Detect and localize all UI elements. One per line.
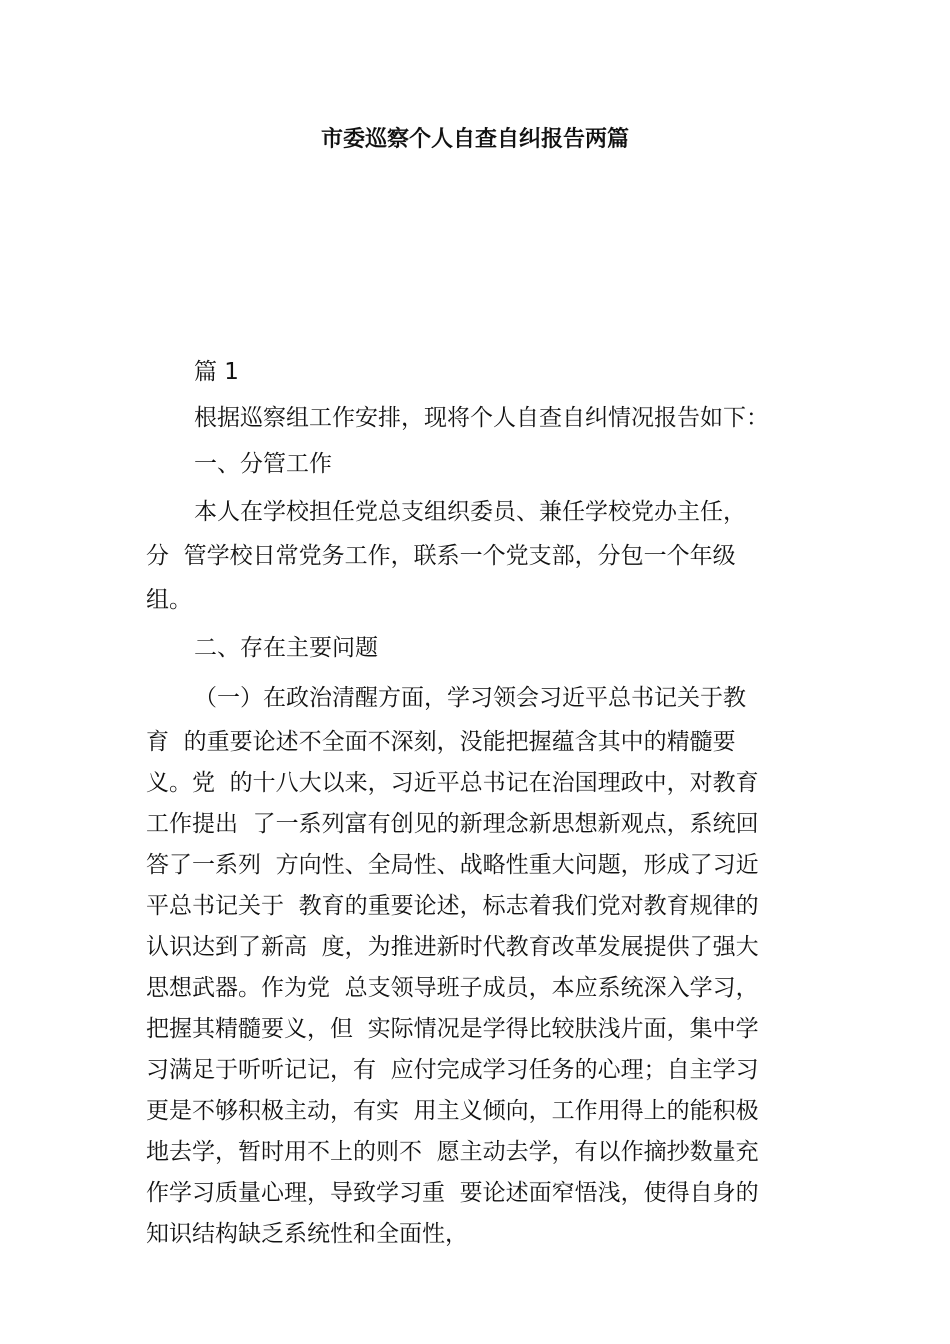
paragraph-line: 组。 bbox=[146, 587, 192, 613]
paragraph-line: 地去学，暂时用不上的则不 愿主动去学，有以作摘抄数量充 bbox=[146, 1139, 759, 1165]
paragraph-line: 义。党 的十八大以来，习近平总书记在治国理政中，对教育 bbox=[146, 770, 759, 796]
paragraph-line: 作学习质量心理，导致学习重 要论述面窄悟浅，使得自身的 bbox=[146, 1180, 759, 1206]
heading-1: 一、分管工作 bbox=[194, 451, 332, 477]
paragraph-line: 认识达到了新高 度，为推进新时代教育改革发展提供了强大 bbox=[146, 934, 759, 960]
paragraph-line: 育 的重要论述不全面不深刻，没能把握蕴含其中的精髓要 bbox=[146, 729, 736, 755]
paragraph-line: （一）在政治清醒方面，学习领会习近平总书记关于教 bbox=[194, 685, 746, 711]
paragraph-line: 分 管学校日常党务工作，联系一个党支部，分包一个年级 bbox=[146, 543, 736, 569]
paragraph-line: 更是不够积极主动，有实 用主义倾向，工作用得上的能积极 bbox=[146, 1098, 759, 1124]
paragraph-line: 把握其精髓要义，但 实际情况是学得比较肤浅片面，集中学 bbox=[146, 1016, 759, 1042]
paragraph-line: 本人在学校担任党总支组织委员、兼任学校党办主任， bbox=[194, 499, 746, 525]
document-title: 市委巡察个人自查自纠报告两篇 bbox=[320, 127, 629, 152]
paragraph-line: 答了一系列 方向性、全局性、战略性重大问题，形成了习近 bbox=[146, 852, 759, 878]
section-label: 篇 1 bbox=[194, 359, 239, 385]
paragraph-line: 工作提出 了一系列富有创见的新理念新思想新观点，系统回 bbox=[146, 811, 759, 837]
paragraph-line: 思想武器。作为党 总支领导班子成员，本应系统深入学习， bbox=[146, 975, 759, 1001]
intro-paragraph: 根据巡察组工作安排，现将个人自查自纠情况报告如下： bbox=[194, 405, 769, 431]
heading-2: 二、存在主要问题 bbox=[194, 635, 378, 661]
paragraph-line: 知识结构缺乏系统性和全面性， bbox=[146, 1221, 468, 1247]
paragraph-line: 习满足于听听记记，有 应付完成学习任务的心理；自主学习 bbox=[146, 1057, 759, 1083]
paragraph-line: 平总书记关于 教育的重要论述，标志着我们党对教育规律的 bbox=[146, 893, 759, 919]
